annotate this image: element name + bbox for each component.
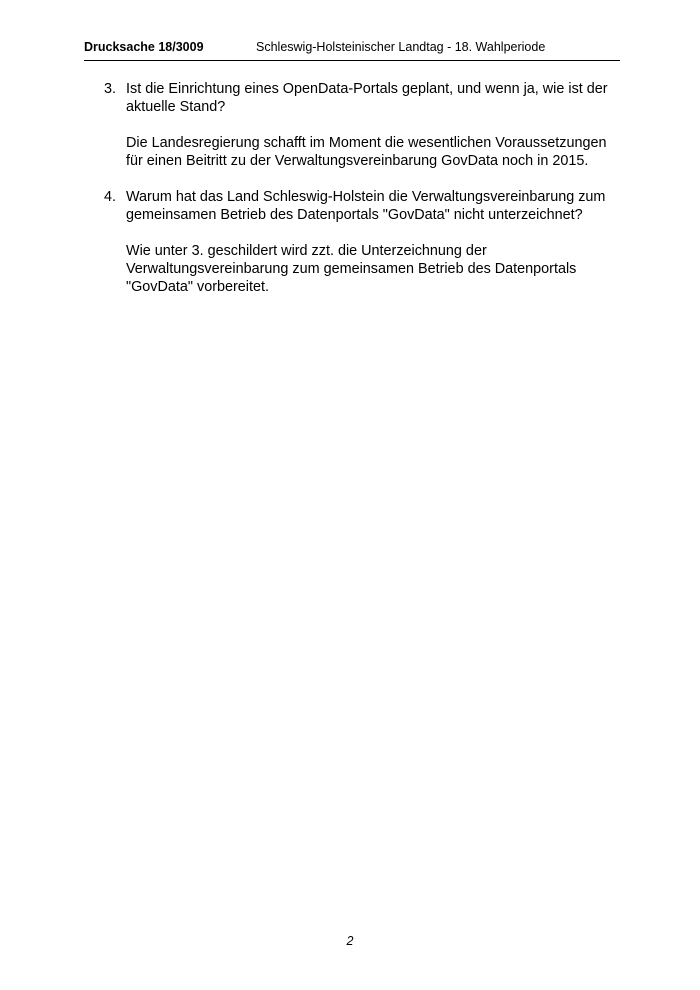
document-number: Drucksache 18/3009 — [84, 40, 204, 54]
document-body — [104, 80, 614, 314]
question-text: Warum hat das Land Schleswig-Holstein die Verwaltungsvereinbarung zum gemeinsamen Betrieb des Datenportals "GovData" nicht unterzeichnet? — [126, 189, 606, 223]
question-text: Ist die Einrichtung eines OpenData-Portals geplant, und wenn ja, wie ist der aktuelle Stand? — [126, 81, 608, 115]
answer-text: Die Landesregierung schafft im Moment die wesentlichen Voraussetzungen für einen Beitritt zu der Verwaltungsvereinbarung GovData noch in 2015. — [126, 135, 607, 169]
item-number: 3. — [104, 81, 117, 97]
item-number: 4. — [104, 189, 117, 205]
answer-text: Wie unter 3. geschildert wird zzt. die Unterzeichnung der Verwaltungsvereinbarung zum gemeinsamen Betrieb des Datenportals "GovData" vorbereitet. — [126, 243, 577, 295]
page-header — [84, 40, 620, 61]
page-number: 2 — [346, 934, 354, 948]
question-item-3 — [104, 80, 614, 170]
question-item-4 — [104, 188, 614, 296]
header-title: Schleswig-Holsteinischer Landtag - 18. Wahlperiode — [256, 40, 546, 54]
